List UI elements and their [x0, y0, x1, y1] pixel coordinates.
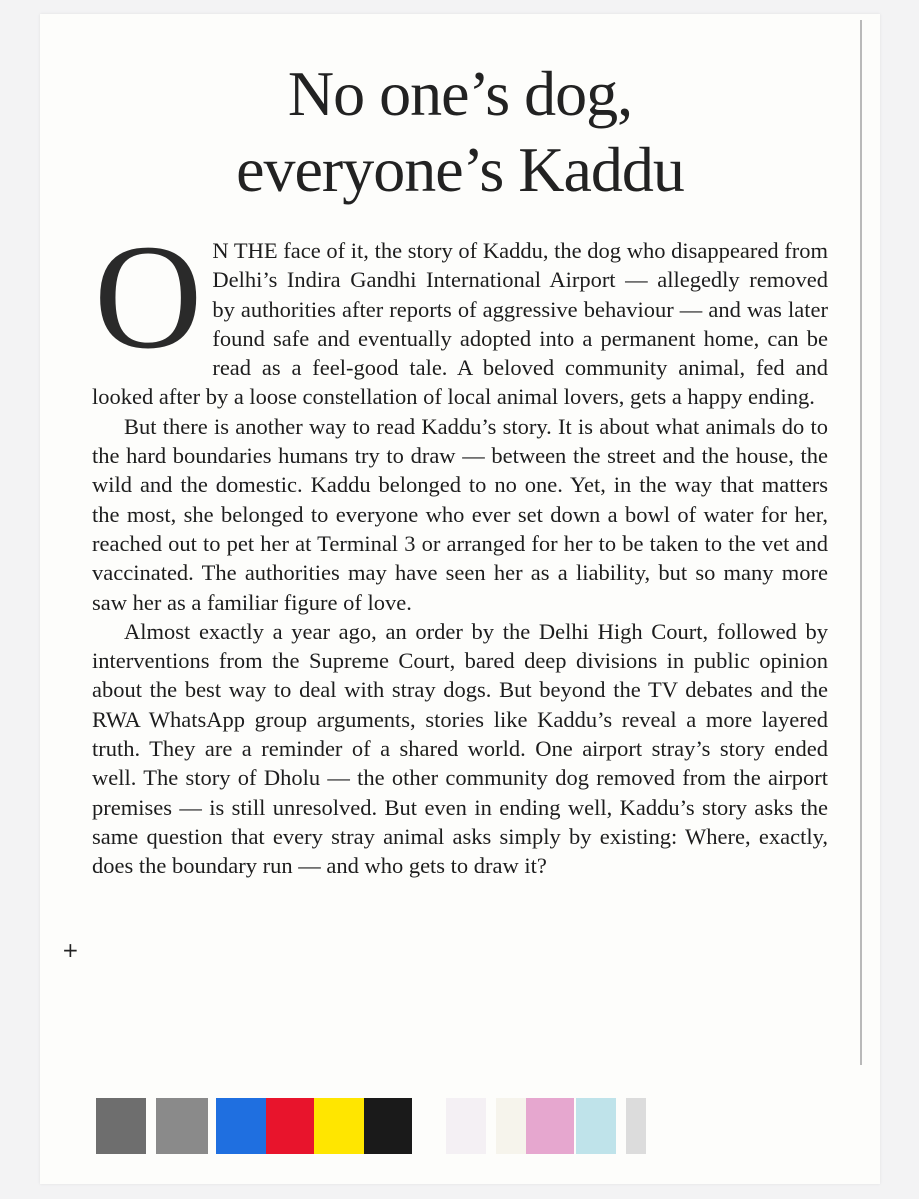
article-body [92, 214, 828, 881]
print-color-bar [96, 1098, 696, 1154]
drop-cap: O [94, 214, 203, 380]
headline-line-2: everyone’s Kaddu [236, 134, 684, 205]
color-swatch [314, 1098, 364, 1154]
registration-mark: + [62, 938, 79, 962]
color-swatch [266, 1098, 314, 1154]
paragraph-3: Almost exactly a year ago, an order by the Delhi High Court, followed by interventions from the Supreme Court, bared deep divisions in public opinion about the best way to deal with stray dogs. But beyond the TV debates and the RWA WhatsApp group arguments, stories like Kaddu’s reveal a more layered truth. They are a reminder of a shared world. One airport stray’s story ended well. The story of Dholu — the other community dog removed from the airport premises — is still unresolved. But even in ending well, Kaddu’s story asks the same question that every stray animal asks simply by existing: Where, exactly, does the boundary run — and who gets to draw it? [92, 618, 828, 879]
color-swatch [526, 1098, 574, 1154]
headline [40, 56, 880, 208]
color-swatch [446, 1098, 486, 1154]
color-swatch [216, 1098, 268, 1154]
color-swatch [626, 1098, 646, 1154]
color-swatch [576, 1098, 616, 1154]
paragraph-1 [92, 214, 828, 412]
headline-line-1: No one’s dog, [287, 58, 633, 129]
color-swatch [96, 1098, 146, 1154]
paragraph-1-text: N THE face of it, the story of Kaddu, the dog who disappeared from Delhi’s Indira Gandhi International Airport — allegedly removed by authorities after reports of aggressive behaviour — and was later found safe and eventually adopted into a permanent home, can be read as a feel-good tale. A beloved community animal, fed and looked after by a loose constellation of local animal lovers, gets a happy ending. [92, 238, 828, 410]
paragraph-2: But there is another way to read Kaddu’s story. It is about what animals do to the hard boundaries humans try to draw — between the street and the house, the wild and the domestic. Kaddu belonged to no one. Yet, in the way that matters the most, she belonged to everyone who ever set down a bowl of water for her, reached out to pet her at Terminal 3 or arranged for her to be taken to the vet and vaccinated. The authorities may have seen her as a liability, but so many more saw her as a familiar figure of love. [92, 413, 828, 615]
color-swatch [364, 1098, 412, 1154]
color-swatch [156, 1098, 208, 1154]
